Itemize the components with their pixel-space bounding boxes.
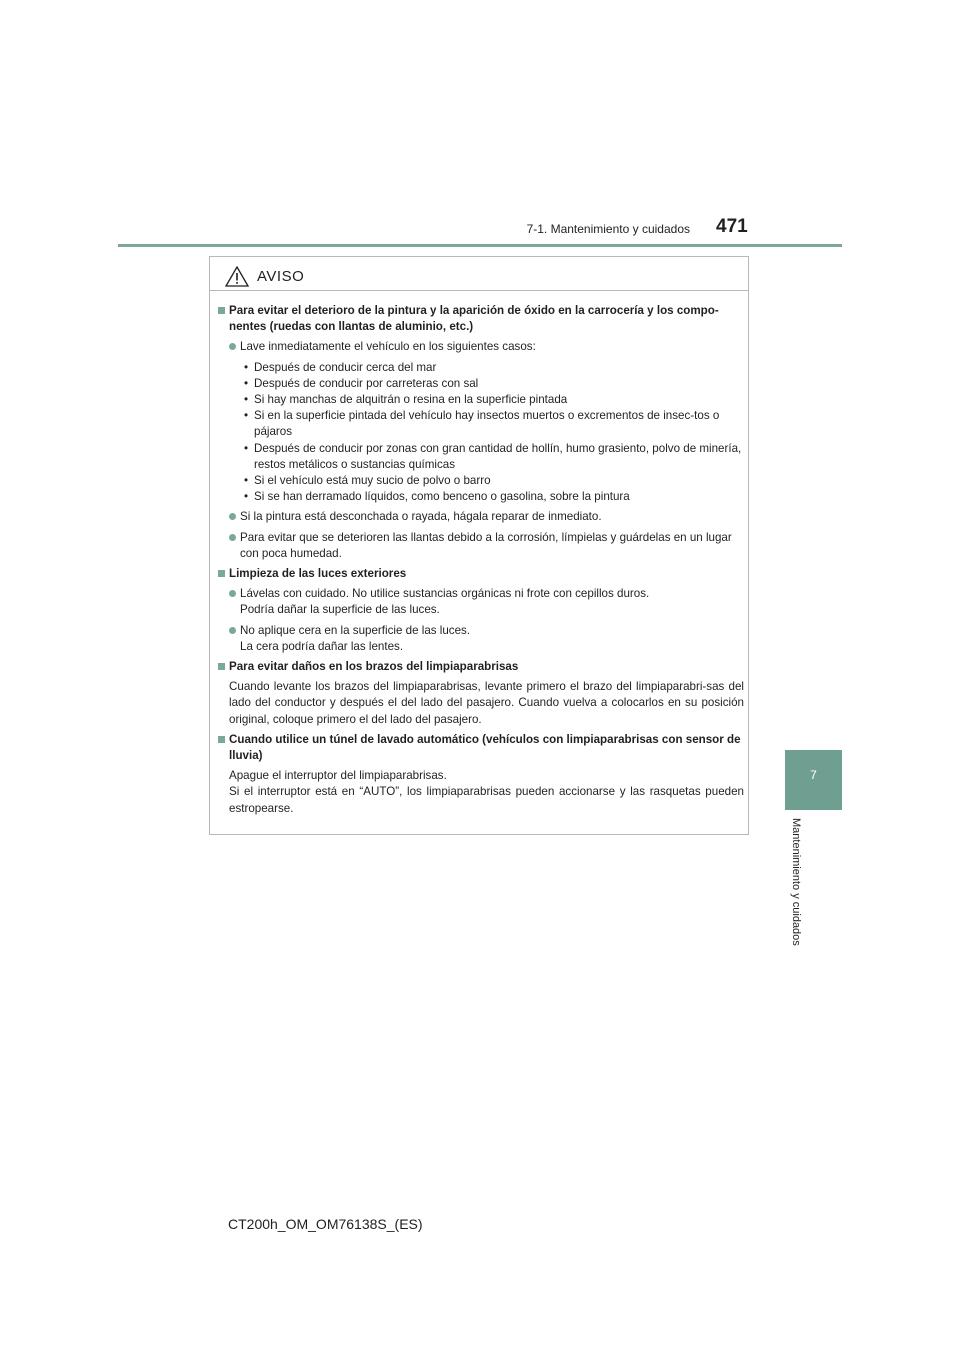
- section-heading: Para evitar el deterioro de la pintura y la aparición de óxido en la carrocería y los compo-nentes (ruedas con llantas de aluminio, etc.): [218, 303, 744, 335]
- chapter-tab: [785, 750, 842, 810]
- dot-list: [218, 360, 744, 506]
- section-heading: Limpieza de las luces exteriores: [218, 566, 744, 582]
- section-heading: Para evitar daños en los brazos del limpiaparabrisas: [218, 659, 744, 675]
- paragraph: Cuando levante los brazos del limpiaparabrisas, levante primero el brazo del limpiaparabri-sas del lado del conductor y después el del lado del pasajero. Cuando vuelva a colocarlos en su posición original, coloque primero el del lado del pasajero.: [229, 680, 744, 726]
- bullet-item: [218, 623, 744, 655]
- list-item: • Si el vehículo está muy sucio de polvo o barro: [218, 473, 744, 489]
- list-item: • Si en la superficie pintada del vehículo hay insectos muertos o excrementos de insec-tos o pájaros: [218, 408, 744, 440]
- bullet-line: La cera podría dañar las lentes.: [240, 639, 404, 653]
- section-heading: Cuando utilice un túnel de lavado automático (vehículos con limpiaparabrisas con sensor de lluvia): [218, 732, 744, 764]
- bullet-line: No aplique cera en la superficie de las luces.: [240, 623, 471, 637]
- warning-divider: [210, 290, 748, 291]
- paragraph-line: Apague el interruptor del limpiaparabrisas.: [229, 769, 447, 783]
- chapter-side-label: Mantenimiento y cuidados: [790, 818, 802, 946]
- bullet-item: Lave inmediatamente el vehículo en los siguientes casos:: [218, 339, 744, 355]
- list-item: • Después de conducir por zonas con gran cantidad de hollín, humo grasiento, polvo de minería, restos metálicos o sustancias químicas: [218, 441, 744, 473]
- document-code: CT200h_OM_OM76138S_(ES): [228, 1216, 423, 1232]
- warning-triangle-icon: [225, 266, 249, 287]
- warning-label: AVISO: [257, 267, 305, 285]
- list-item: • Si se han derramado líquidos, como benceno o gasolina, sobre la pintura: [218, 489, 744, 505]
- bullet-item: Para evitar que se deterioren las llantas debido a la corrosión, límpielas y guárdelas en un lugar con poca humedad.: [218, 530, 744, 562]
- warning-header: [225, 265, 304, 287]
- paragraph: [218, 768, 744, 817]
- bullet-item: Si la pintura está desconchada o rayada, hágala reparar de inmediato.: [218, 509, 744, 525]
- chapter-number: 7: [810, 768, 817, 782]
- header-rule: [118, 244, 842, 247]
- warning-content: [218, 299, 744, 817]
- bullet-item: [218, 586, 744, 618]
- bullet-line: Lávelas con cuidado. No utilice sustancias orgánicas ni frote con cepillos duros.: [240, 587, 650, 601]
- page-number: 471: [716, 216, 748, 237]
- list-item: • Después de conducir por carreteras con sal: [218, 376, 744, 392]
- list-item: • Si hay manchas de alquitrán o resina en la superficie pintada: [218, 392, 744, 408]
- list-item: • Después de conducir cerca del mar: [218, 360, 744, 376]
- section-title: 7-1. Mantenimiento y cuidados: [526, 222, 690, 236]
- paragraph-line: Si el interruptor está en “AUTO”, los limpiaparabrisas pueden accionarse y las rasquetas pueden estropearse.: [229, 785, 744, 815]
- warning-box: [209, 256, 749, 835]
- bullet-line: Podría dañar la superficie de las luces.: [240, 603, 440, 617]
